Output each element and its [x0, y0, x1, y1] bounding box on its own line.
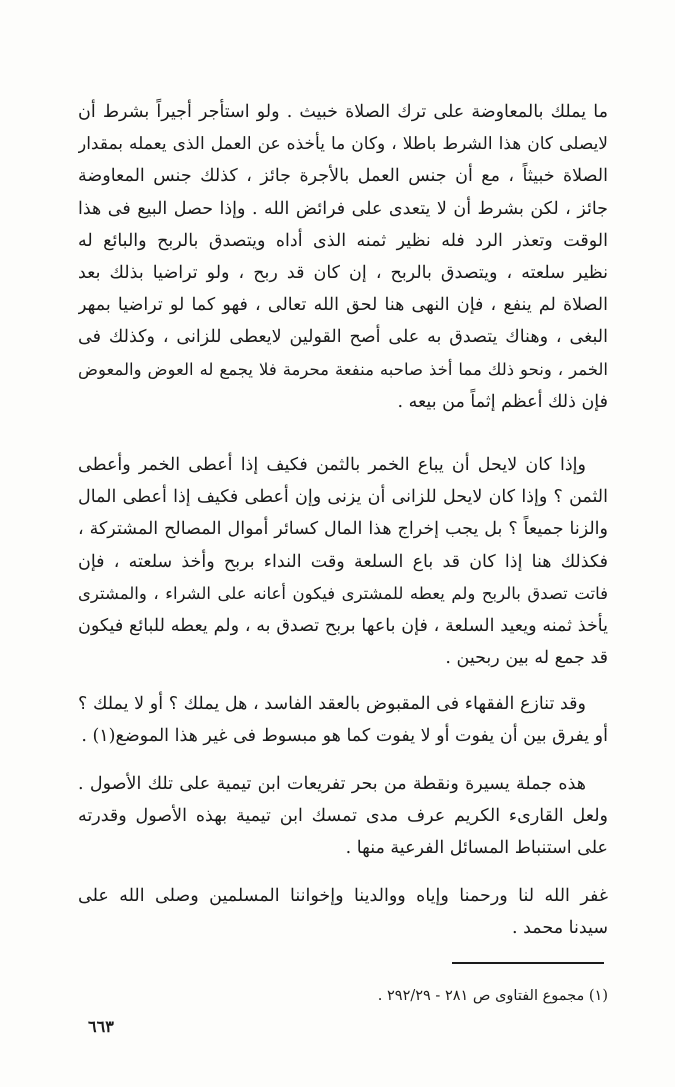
text-line: وقد تنازع الفقهاء فى المقبوض بالعقد الفاسد ، هل يملك ؟ أو لا يملك ؟ [78, 694, 586, 714]
text-line: نظير سلعته ، ويتصدق بالربح ، إن كان قد ربح ، ولو تراضيا بذلك بعد [78, 262, 608, 283]
text-line: جائز ، لكن بشرط أن لا يتعدى على فرائض الله . وإذا حصل البيع فى هذا [78, 198, 608, 219]
text-line: لايصلى كان هذا الشرط باطلا ، وكان ما يأخذه عن العمل الذى يعمله بمقدار [78, 134, 608, 155]
text-line: فاتت تصدق بالربح ولم يعطه للمشترى فيكون أعانه على الشراء ، والمشترى [78, 583, 608, 603]
text-line: غفر الله لنا ورحمنا وإياه ووالدينا وإخواننا المسلمين وصلى الله على [78, 886, 608, 906]
text-line: ما يملك بالمعاوضة على ترك الصلاة خبيث . ولو استأجر أجيراً بشرط أن [78, 102, 608, 122]
text-line: الصلاة لم ينفع ، فإن النهى هنا لحق الله تعالى ، فهو كما لو تراضيا بمهر [78, 295, 608, 316]
text-line: الثمن ؟ وإذا كان لايحل للزانى أن يزنى وإن أعطى فكيف إذا أعطى المال [78, 487, 608, 508]
text-line: الصلاة خبيثاً ، مع أن جنس العمل بالأجرة جائز ، كذلك جنس المعاوضة [78, 166, 608, 187]
paragraph-3 [78, 688, 608, 752]
text-line: قد جمع له بين ربحين . [445, 648, 608, 669]
text-line: وإذا كان لايحل أن يباع الخمر بالثمن فكيف إذا أعطى الخمر وأعطى [78, 455, 586, 475]
text-line: البغى ، وهناك يتصدق به على أصح القولين لايعطى للزانى ، وكذلك فى [78, 327, 608, 348]
paragraph-4 [78, 768, 608, 865]
paragraph-5 [78, 880, 608, 944]
paragraph-2 [78, 449, 608, 674]
footnote-divider [452, 962, 604, 964]
text-line: ولعل القارىء الكريم عرف مدى تمسك ابن تيمية بهذه الأصول وقدرته [78, 806, 608, 827]
text-line: الوقت وتعذر الرد فله نظير ثمنه الذى أداه ويتصدق بالربح والبائع له [78, 230, 608, 251]
text-line: هذه جملة يسيرة ونقطة من بحر تفريعات ابن تيمية على تلك الأصول . [78, 774, 586, 794]
text-line: فإن ذلك أعظم إثماً من بيعه . [397, 391, 608, 412]
text-line: يأخذ ثمنه ويعيد السلعة ، فإن باعها بربح تصدق به ، ولم يعطه للبائع فيكون [78, 615, 608, 636]
text-line: أو يفرق بين أن يفوت أو لا يفوت كما هو مبسوط فى غير هذا الموضع(١) . [81, 726, 608, 747]
paragraph-1 [78, 96, 608, 418]
text-line: على استنباط المسائل الفرعية منها . [345, 838, 608, 859]
footnote: (١) مجموع الفتاوى ص ٢٨١ - ٢٩٢/٢٩ . [377, 988, 608, 1004]
text-line: الخمر ، ونحو ذلك مما أخذ صاحبه منفعة محرمة فلا يجمع له العوض والمعوض [78, 359, 608, 379]
page-number: ٦٦٣ [88, 1017, 114, 1036]
text-line: سيدنا محمد . [512, 918, 608, 939]
text-line: فكذلك هنا إذا كان قد باع السلعة وقت النداء بربح وأخذ سلعته ، فإن [78, 551, 608, 572]
text-line: والزنا جميعاً ؟ بل يجب إخراج هذا المال كسائر أموال المصالح المشتركة ، [78, 519, 608, 540]
